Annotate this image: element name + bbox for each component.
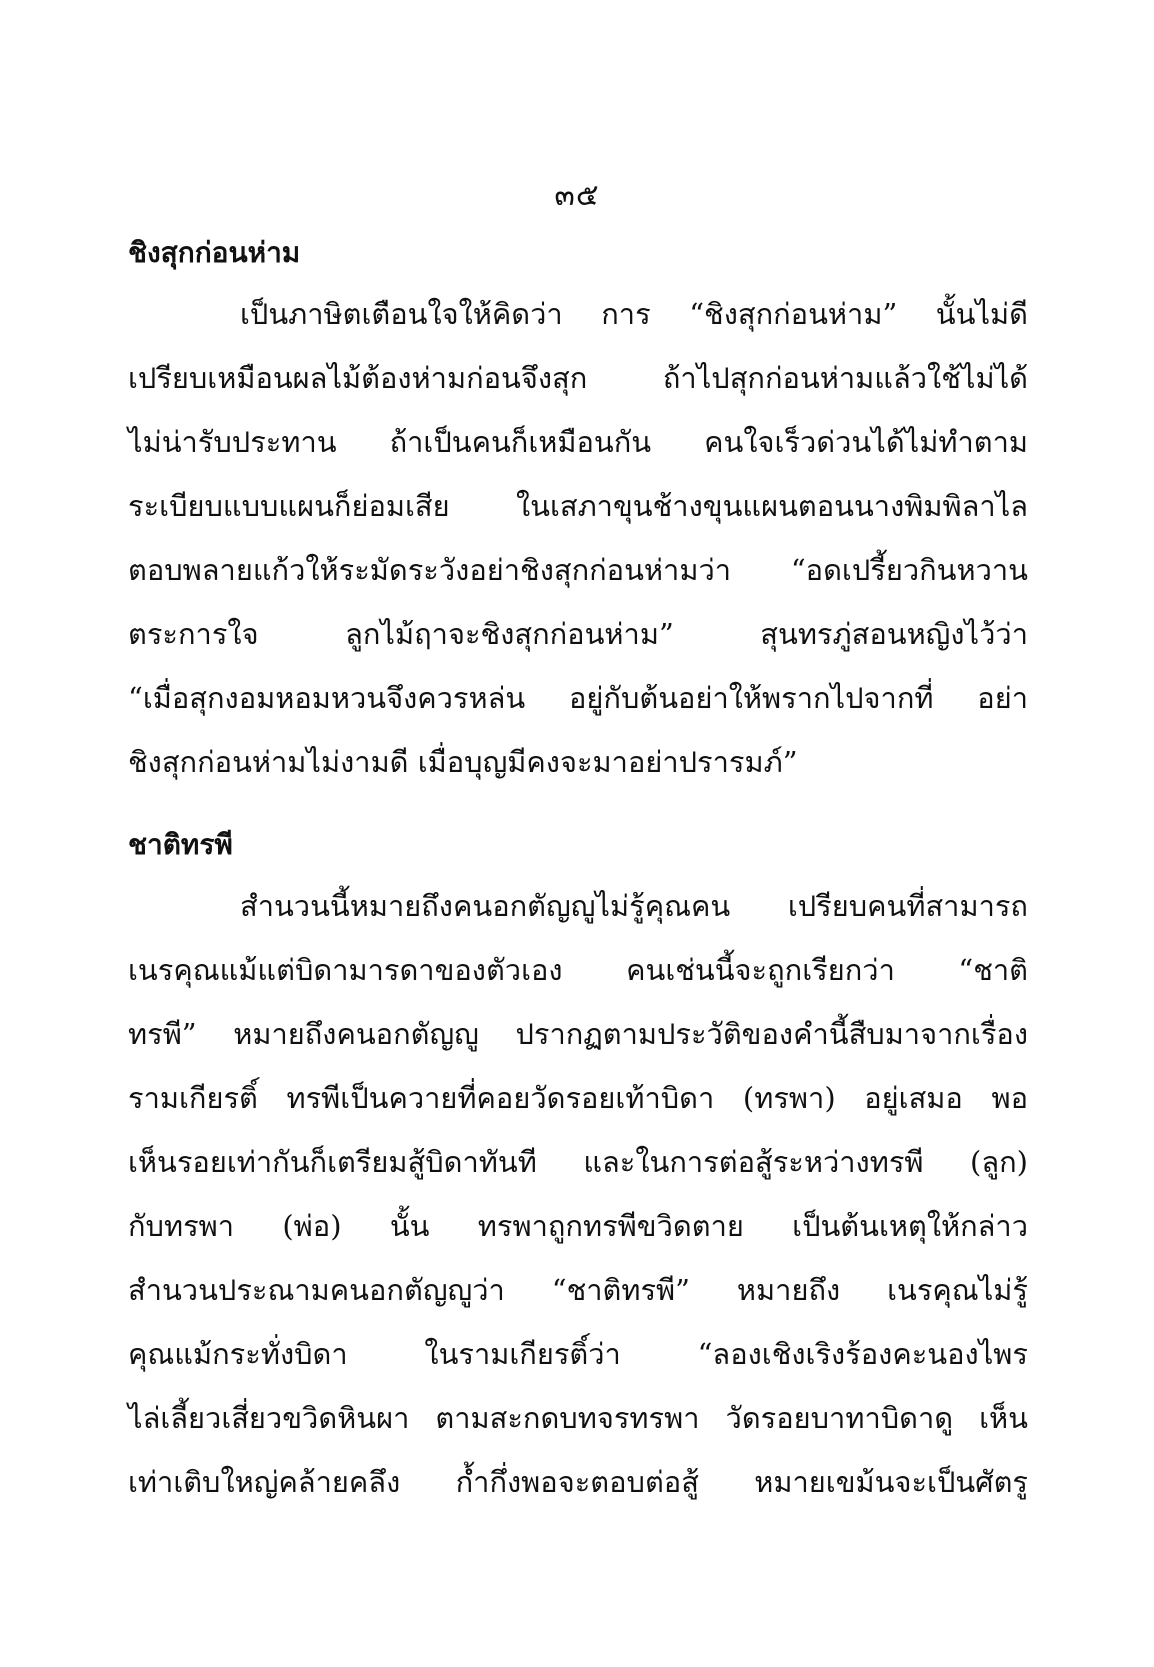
body-line: สำนวนประณามคนอกตัญญูว่า “ชาติทรพี” หมายถึง เนรคุณไม่รู้ [128, 1273, 1028, 1307]
body-line: คุณแม้กระทั่งบิดา ในรามเกียรติ์ว่า “ลองเชิงเริงร้องคะนองไพร [128, 1337, 1028, 1371]
body-line: สำนวนนี้หมายถึงคนอกตัญญูไม่รู้คุณคน เปรียบคนที่สามารถ [240, 889, 1028, 923]
section-chat-thoraphi [128, 822, 1028, 1514]
body-line: ไล่เลี้ยวเสี่ยวขวิดหินผา ตามสะกดบทจรทรพา วัดรอยบาทาบิดาดู เห็น [128, 1401, 1028, 1435]
body-line: เห็นรอยเท่ากันก็เตรียมสู้บิดาทันที และในการต่อสู้ระหว่างทรพี (ลูก) [128, 1145, 1028, 1179]
section-heading: ชาติทรพี [128, 828, 233, 861]
body-line: เท่าเติบใหญ่คล้ายคลึง ก้ำกึ่งพอจะตอบต่อสู้ หมายเขม้นจะเป็นศัตรู [128, 1465, 1028, 1499]
body-line: รามเกียรติ์ ทรพีเป็นควายที่คอยวัดรอยเท้าบิดา (ทรพา) อยู่เสมอ พอ [128, 1081, 1028, 1115]
section-ching-suk-kon-ham [128, 230, 1028, 794]
body-line: ชิงสุกก่อนห่ามไม่งามดี เมื่อบุญมีคงจะมาอย่าปรารมภ์” [128, 745, 798, 779]
body-line: ทรพี” หมายถึงคนอกตัญญู ปรากฏตามประวัติของคำนี้สืบมาจากเรื่อง [128, 1017, 1028, 1051]
body-line: ตระการใจ ลูกไม้ฤาจะชิงสุกก่อนห่าม” สุนทรภู่สอนหญิงไว้ว่า [128, 617, 1028, 651]
body-line: เปรียบเหมือนผลไม้ต้องห่ามก่อนจึงสุก ถ้าไปสุกก่อนห่ามแล้วใช้ไม่ได้ [128, 361, 1028, 395]
body-line: ไม่น่ารับประทาน ถ้าเป็นคนก็เหมือนกัน คนใจเร็วด่วนได้ไม่ทำตาม [128, 425, 1028, 459]
body-line: “เมื่อสุกงอมหอมหวนจึงควรหล่น อยู่กับต้นอย่าให้พรากไปจากที่ อย่า [128, 681, 1028, 715]
section-heading: ชิงสุกก่อนห่าม [128, 236, 301, 269]
body-line: เป็นภาษิตเตือนใจให้คิดว่า การ “ชิงสุกก่อนห่าม” นั้นไม่ดี [240, 297, 1028, 331]
page-number: ๓๕ [554, 178, 600, 213]
body-line: ระเบียบแบบแผนก็ย่อมเสีย ในเสภาขุนช้างขุนแผนตอนนางพิมพิลาไล [128, 489, 1028, 523]
body-line: กับทรพา (พ่อ) นั้น ทรพาถูกทรพีขวิดตาย เป็นต้นเหตุให้กล่าว [128, 1209, 1028, 1243]
body-line: เนรคุณแม้แต่บิดามารดาของตัวเอง คนเช่นนี้จะถูกเรียกว่า “ชาติ [128, 953, 1028, 987]
body-line: ตอบพลายแก้วให้ระมัดระวังอย่าชิงสุกก่อนห่ามว่า “อดเปรี้ยวกินหวาน [128, 553, 1028, 587]
